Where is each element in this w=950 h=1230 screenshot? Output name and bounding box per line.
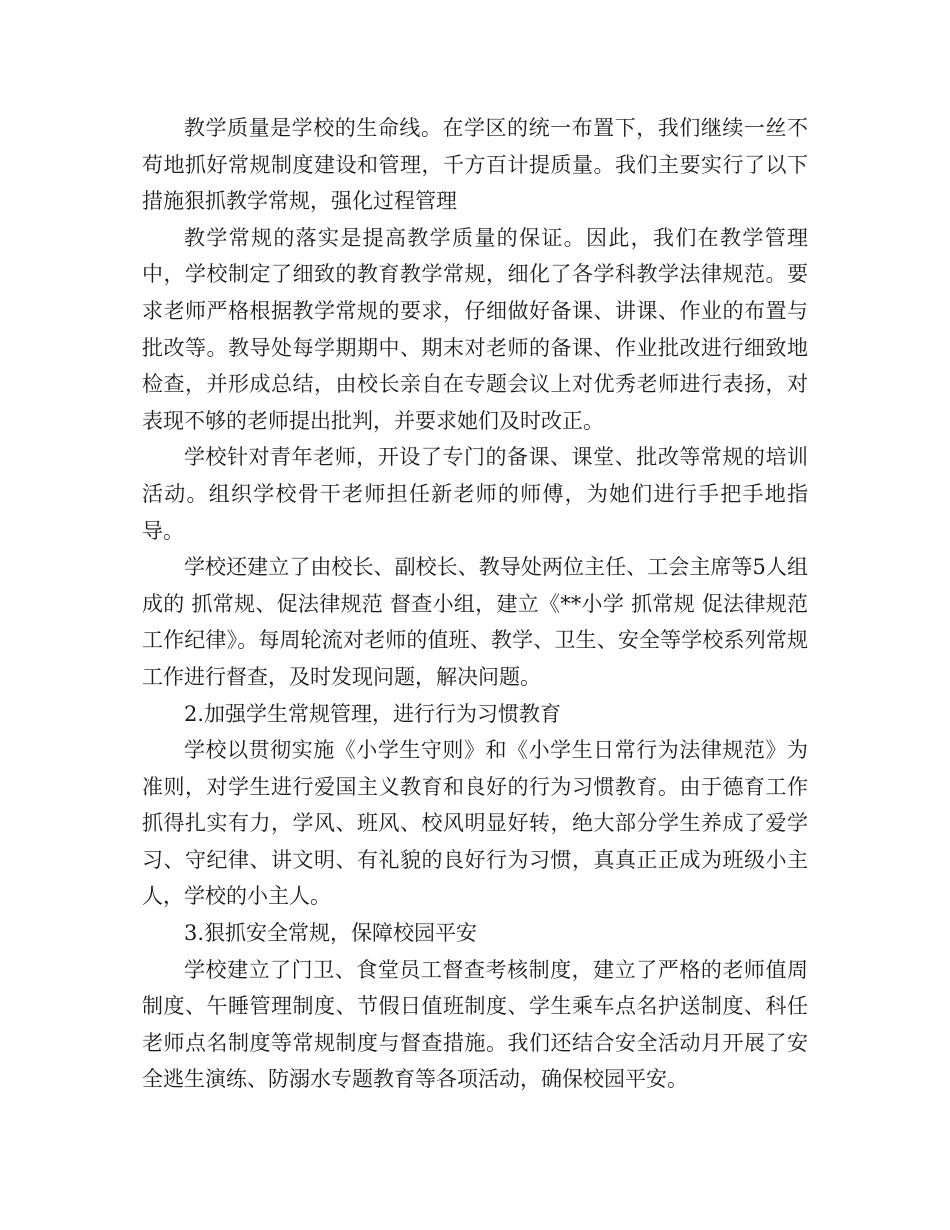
paragraph-student-behavior: 学校以贯彻实施《小学生守则》和《小学生日常行为法律规范》为准则，对学生进行爱国主义教育和良好的行为习惯教育。由于德育工作抓得扎实有力，学风、班风、校风明显好转，绝大部分学生养成了爱学习、守纪律、讲文明、有礼貌的良好行为习惯，真真正正成为班级小主人，学校的小主人。: [142, 738, 808, 909]
section-heading-student-management: 2.加强学生常规管理，进行行为习惯教育: [184, 701, 562, 726]
paragraph-young-teachers: 学校针对青年老师，开设了专门的备课、课堂、批改等常规的培训活动。组织学校骨干老师担任新老师的师傅，为她们进行手把手地指导。: [142, 445, 808, 543]
section-heading-campus-safety: 3.狠抓安全常规，保障校园平安: [184, 921, 478, 946]
paragraph-safety-measures: 学校建立了门卫、食堂员工督查考核制度，建立了严格的老师值周制度、午睡管理制度、节假日值班制度、学生乘车点名护送制度、科任老师点名制度等常规制度与督查措施。我们还结合安全活动月开展了安全逃生演练、防溺水专题教育等各项活动，确保校园平安。: [142, 957, 808, 1092]
document-body: [142, 110, 808, 1098]
paragraph-teaching-quality: 教学质量是学校的生命线。在学区的统一布置下，我们继续一丝不苟地抓好常规制度建设和管理，千方百计提质量。我们主要实行了以下措施狠抓教学常规，强化过程管理: [142, 116, 808, 214]
paragraph-teaching-routine: 教学常规的落实是提高教学质量的保证。因此，我们在教学管理中，学校制定了细致的教育教学常规，细化了各学科教学法律规范。要求老师严格根据教学常规的要求，仔细做好备课、讲课、作业的布置与批改等。教导处每学期期中、期末对老师的备课、作业批改进行细致地检查，并形成总结，由校长亲自在专题会议上对优秀老师进行表扬，对表现不够的老师提出批判，并要求她们及时改正。: [142, 225, 808, 433]
paragraph-supervision-group: 学校还建立了由校长、副校长、教导处两位主任、工会主席等5人组成的 抓常规、促法律规范 督查小组，建立《**小学 抓常规 促法律规范 工作纪律》。每周轮流对老师的值班、教学、卫生、安全等学校系列常规工作进行督查，及时发现问题，解决问题。: [142, 555, 808, 689]
